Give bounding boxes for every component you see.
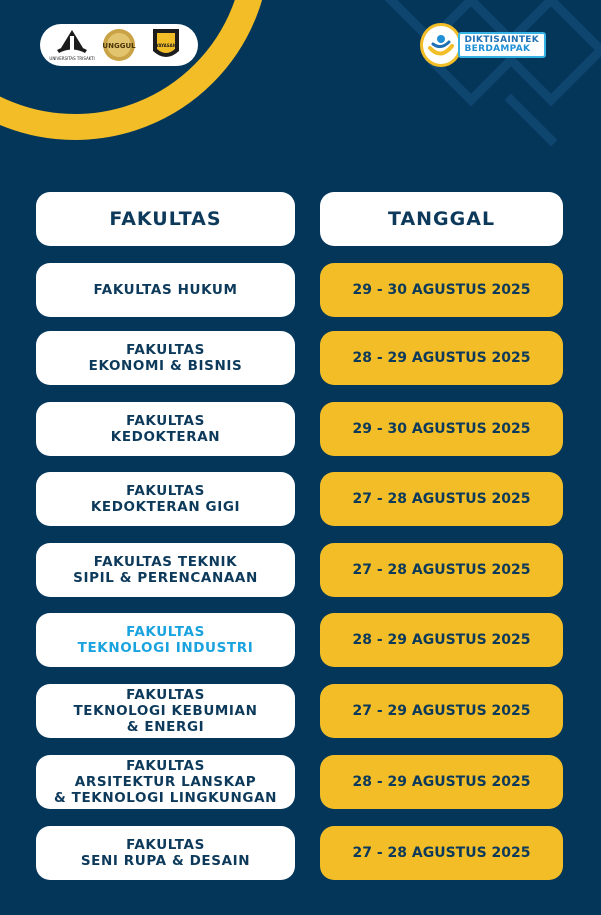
faculty-cell <box>36 755 295 809</box>
yayasan-badge-icon <box>146 27 186 63</box>
faculty-name-line: SENI RUPA & DESAIN <box>80 853 251 869</box>
faculty-cell <box>36 402 295 456</box>
faculty-cell <box>36 543 295 597</box>
faculty-name-line: KEDOKTERAN GIGI <box>90 499 241 515</box>
date-value: 27 - 28 AGUSTUS 2025 <box>352 562 531 578</box>
faculty-name-line: TEKNOLOGI KEBUMIAN <box>73 703 258 719</box>
faculty-name-line: ARSITEKTUR LANSKAP <box>74 774 257 790</box>
brand-line1: DIKTISAINTEK <box>464 34 539 45</box>
date-value: 28 - 29 AGUSTUS 2025 <box>352 350 531 366</box>
unggul-badge-icon <box>99 27 139 63</box>
diktisaintek-logo <box>420 22 546 68</box>
date-cell <box>320 684 563 738</box>
faculty-cell <box>36 826 295 880</box>
unggul-label: UNGGUL <box>102 42 136 50</box>
date-cell <box>320 543 563 597</box>
date-value: 29 - 30 AGUSTUS 2025 <box>352 421 531 437</box>
faculty-cell <box>36 263 295 317</box>
date-header <box>320 192 563 246</box>
faculty-name-line: FAKULTAS <box>126 758 205 774</box>
date-header-label: TANGGAL <box>387 208 496 230</box>
faculty-name-line: TEKNOLOGI INDUSTRI <box>77 640 254 656</box>
emblem-caption: UNIVERSITAS TRISAKTI <box>49 56 95 61</box>
faculty-name-line: FAKULTAS TEKNIK <box>93 554 238 570</box>
faculty-name-line: FAKULTAS <box>126 413 205 429</box>
faculty-name-line: & TEKNOLOGI LINGKUNGAN <box>53 790 278 806</box>
date-cell <box>320 472 563 526</box>
faculty-name-line: FAKULTAS <box>126 624 205 640</box>
brand-line2: BERDAMPAK <box>464 44 531 54</box>
date-cell <box>320 613 563 667</box>
faculty-name-line: & ENERGI <box>126 719 205 735</box>
institution-logos <box>40 24 198 66</box>
date-value: 28 - 29 AGUSTUS 2025 <box>352 774 531 790</box>
faculty-cell <box>36 472 295 526</box>
faculty-name-line: EKONOMI & BISNIS <box>88 358 243 374</box>
brand-text <box>458 32 546 59</box>
faculty-cell <box>36 331 295 385</box>
date-cell <box>320 331 563 385</box>
date-value: 27 - 29 AGUSTUS 2025 <box>352 703 531 719</box>
faculty-name-line: SIPIL & PERENCANAAN <box>73 570 258 586</box>
date-cell <box>320 402 563 456</box>
faculty-cell <box>36 613 295 667</box>
faculty-header-label: FAKULTAS <box>109 208 222 230</box>
date-cell <box>320 755 563 809</box>
date-cell <box>320 826 563 880</box>
faculty-header <box>36 192 295 246</box>
decorative-ring <box>0 0 270 140</box>
yayasan-label: YAYASAN <box>156 43 177 48</box>
date-value: 28 - 29 AGUSTUS 2025 <box>352 632 531 648</box>
faculty-name-line: FAKULTAS <box>126 483 205 499</box>
date-value: 27 - 28 AGUSTUS 2025 <box>352 491 531 507</box>
faculty-name-line: FAKULTAS HUKUM <box>93 282 238 298</box>
faculty-name-line: FAKULTAS <box>126 837 205 853</box>
university-emblem <box>49 27 95 63</box>
decorative-pattern <box>371 0 601 140</box>
diktisaintek-mark-icon <box>420 23 462 67</box>
faculty-name-line: FAKULTAS <box>126 687 205 703</box>
faculty-cell <box>36 684 295 738</box>
faculty-name-line: FAKULTAS <box>126 342 205 358</box>
date-value: 27 - 28 AGUSTUS 2025 <box>352 845 531 861</box>
date-cell <box>320 263 563 317</box>
faculty-name-line: KEDOKTERAN <box>110 429 221 445</box>
date-value: 29 - 30 AGUSTUS 2025 <box>352 282 531 298</box>
